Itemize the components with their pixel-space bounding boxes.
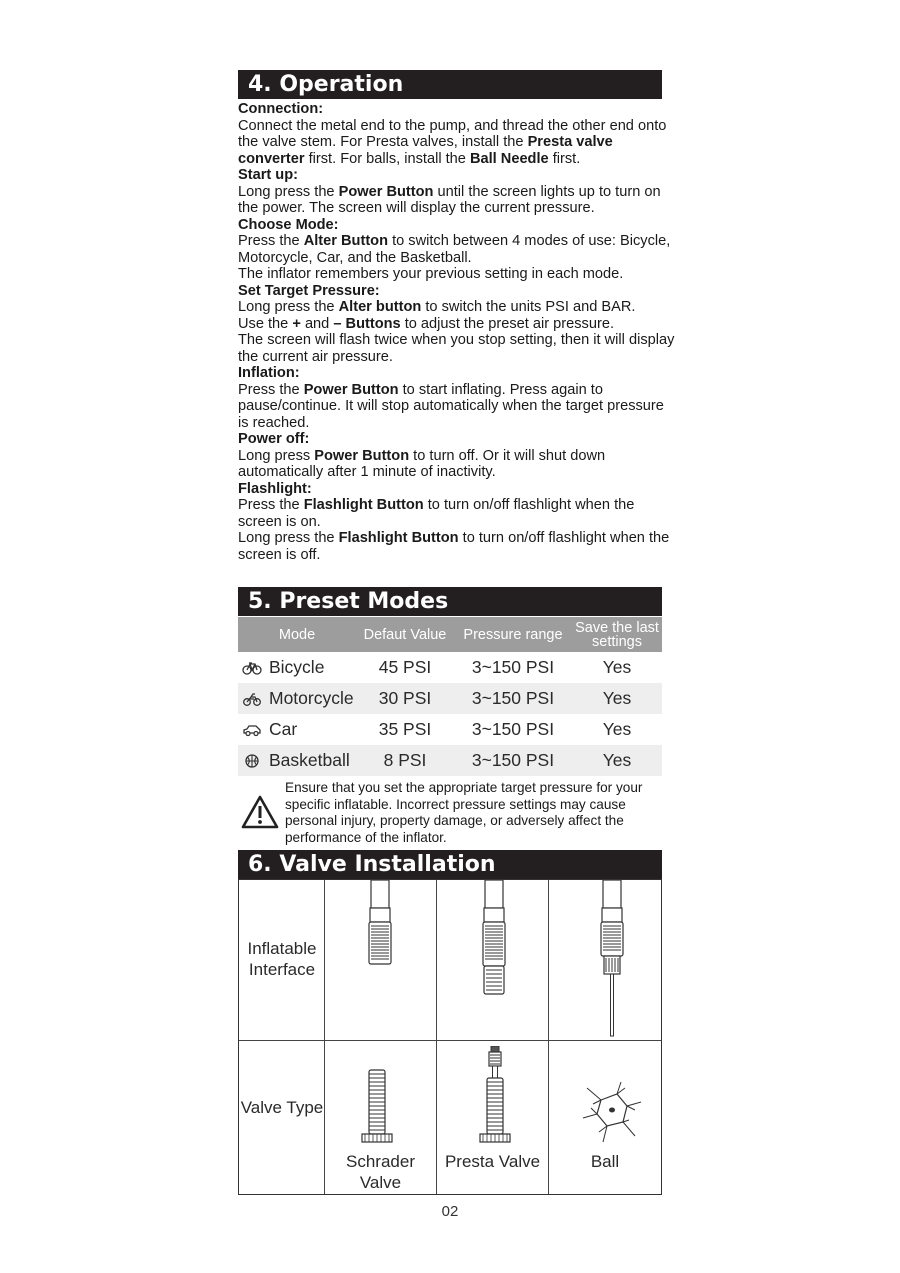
flashlight-off-text: Long press the Flashlight Button to turn on/off flashlight when the screen is off.: [238, 530, 670, 563]
header-save-last: Save the last settings: [575, 619, 659, 650]
warning-icon: [240, 794, 280, 830]
target-adjust-text: Use the + and – Buttons to adjust the preset air pressure.: [238, 315, 614, 332]
pressure-range: 3~150 PSI: [471, 750, 555, 770]
row-label-inflatable-interface: Inflatable Interface: [247, 939, 317, 979]
inflation-heading: Inflation:: [238, 365, 300, 381]
pressure-range: 3~150 PSI: [471, 688, 555, 708]
operation-body: [238, 101, 678, 563]
caption-presta-valve: Presta Valve: [444, 1152, 541, 1171]
mode-text: Press the Alter Button to switch between 4 modes of use: Bicycle, Motorcycle, Car, and the Basketball.: [238, 233, 671, 266]
mode-name: Car: [269, 719, 298, 739]
default-value: 30 PSI: [378, 688, 432, 708]
flashlight-on-text: Press the Flashlight Button to turn on/off flashlight when the screen is on.: [238, 497, 635, 530]
default-value: 45 PSI: [378, 657, 432, 677]
poweroff-heading: Power off:: [238, 431, 310, 447]
save-setting: Yes: [602, 719, 632, 739]
mode-name: Bicycle: [269, 657, 325, 677]
inflation-text: Press the Power Button to start inflating. Press again to pause/continue. It will stop automatically when the target pressure is reached.: [238, 381, 664, 431]
pressure-range: 3~150 PSI: [471, 657, 555, 677]
default-value: 8 PSI: [383, 750, 427, 770]
schrader-valve-illustration: [357, 1068, 397, 1148]
target-units-text: Long press the Alter button to switch the units PSI and BAR.: [238, 299, 636, 315]
table-row: [238, 714, 662, 745]
mode-heading: Choose Mode:: [238, 216, 339, 233]
presta-interface-illustration: [474, 880, 514, 1000]
target-heading: Set Target Pressure:: [238, 282, 380, 299]
preset-modes-table: [238, 617, 662, 776]
poweroff-text: Long press Power Button to turn off. Or it will shut down automatically after 1 minute of inactivity.: [238, 447, 606, 480]
header-mode: Mode: [278, 626, 316, 643]
basketball-icon: [242, 753, 262, 769]
caption-schrader-valve: Schrader Valve: [346, 1152, 415, 1192]
save-setting: Yes: [602, 750, 632, 770]
section-title-preset-modes: 5. Preset Modes: [238, 587, 662, 616]
ball-valve-illustration: [579, 1080, 645, 1146]
section-title-valve-installation: 6. Valve Installation: [238, 850, 662, 879]
table-header: [238, 617, 662, 652]
table-row: [238, 683, 662, 714]
presta-valve-illustration: [475, 1046, 515, 1146]
motorcycle-icon: [242, 691, 262, 707]
mode-name: Motorcycle: [269, 688, 354, 708]
page-number: 02: [441, 1203, 459, 1220]
car-icon: [242, 722, 262, 738]
startup-text: Long press the Power Button until the screen lights up to turn on the power. The screen will display the current pressure.: [238, 183, 661, 216]
caption-ball: Ball: [590, 1152, 620, 1171]
target-flash-text: The screen will flash twice when you stop setting, then it will display the current air pressure.: [238, 332, 675, 365]
mode-memory-text: The inflator remembers your previous setting in each mode.: [238, 266, 624, 282]
default-value: 35 PSI: [378, 719, 432, 739]
valve-installation-table: [238, 879, 662, 1195]
table-row: [238, 745, 662, 776]
warning-text: Ensure that you set the appropriate target pressure for your specific inflatable. Incorrect pressure settings may cause personal injury, property damage, or adversely affect the performance of the inflator.: [285, 780, 643, 845]
table-row: [238, 652, 662, 683]
pressure-range: 3~150 PSI: [471, 719, 555, 739]
schrader-interface-illustration: [360, 880, 400, 970]
header-default-value: Defaut Value: [363, 626, 447, 643]
bicycle-icon: [242, 660, 262, 676]
flashlight-heading: Flashlight:: [238, 480, 312, 497]
startup-heading: Start up:: [238, 167, 298, 183]
ball-needle-interface-illustration: [592, 880, 632, 1040]
header-pressure-range: Pressure range: [463, 626, 563, 643]
connection-text: Connect the metal end to the pump, and thread the other end onto the valve stem. For Presta valves, install the Presta valve converter first. For balls, install the Ball Needle first.: [238, 117, 667, 167]
save-setting: Yes: [602, 657, 632, 677]
mode-name: Basketball: [269, 750, 350, 770]
connection-heading: Connection:: [238, 101, 324, 117]
save-setting: Yes: [602, 688, 632, 708]
section-title-operation: 4. Operation: [238, 70, 662, 99]
warning-note: [238, 780, 662, 848]
row-label-valve-type: Valve Type: [240, 1098, 324, 1117]
